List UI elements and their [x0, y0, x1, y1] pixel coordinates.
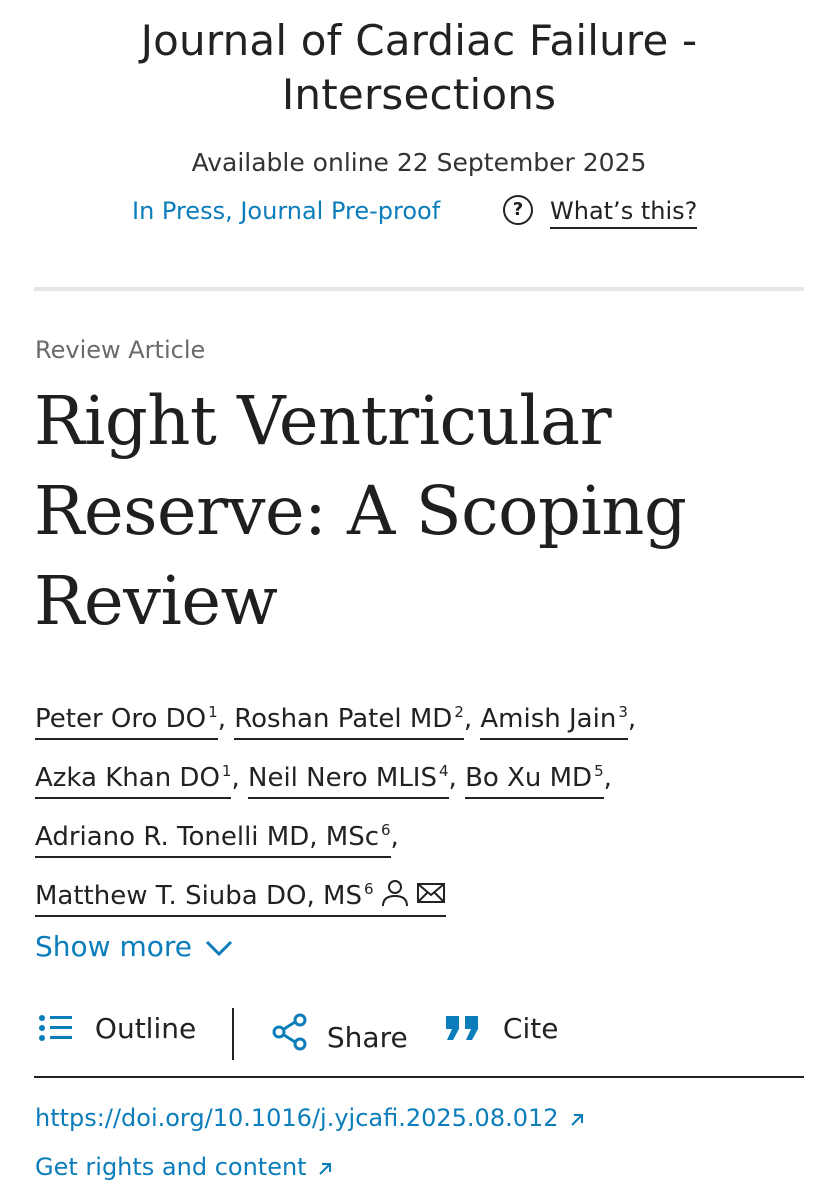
author-link[interactable]	[480, 704, 627, 740]
author-name: Matthew T. Siuba DO, MS	[35, 881, 362, 911]
quote-icon	[444, 1013, 482, 1043]
author-separator: ,	[390, 822, 399, 852]
outline-button[interactable]	[38, 1012, 196, 1045]
author-name: Adriano R. Tonelli MD, MSc	[35, 822, 379, 852]
person-icon	[380, 878, 410, 908]
affiliation-ref[interactable]: 4	[438, 762, 449, 780]
divider	[34, 287, 804, 291]
affiliation-ref[interactable]: 1	[208, 703, 218, 721]
show-more-button[interactable]	[35, 930, 234, 963]
author-link-corresponding[interactable]	[35, 881, 446, 917]
share-label: Share	[326, 1021, 408, 1054]
share-icon	[270, 1012, 310, 1052]
article-toolbar	[34, 1008, 804, 1064]
author-separator: ,	[217, 704, 226, 734]
author-separator: ,	[463, 704, 473, 734]
affiliation-ref[interactable]: 6	[363, 880, 374, 898]
toolbar-bottom-border	[34, 1076, 804, 1078]
list-icon	[38, 1013, 74, 1043]
article-title: Right Ventricular Reserve: A Scoping Review	[34, 382, 687, 640]
question-circle-icon[interactable]: ?	[503, 195, 533, 225]
whats-this-link[interactable]: What’s this?	[550, 197, 697, 229]
doi-link[interactable]	[35, 1104, 585, 1132]
author-link[interactable]	[234, 704, 464, 740]
cite-label: Cite	[502, 1012, 559, 1045]
external-link-icon	[569, 1112, 585, 1128]
author-name: Azka Khan DO	[35, 763, 220, 793]
affiliation-ref[interactable]: 2	[454, 703, 464, 721]
toolbar-divider	[232, 1008, 234, 1060]
available-online-date: Available online 22 September 2025	[191, 148, 647, 177]
external-link-icon	[317, 1161, 333, 1177]
rights-link[interactable]	[35, 1153, 333, 1181]
author-name: Peter Oro DO	[35, 704, 207, 734]
chevron-down-icon	[204, 938, 234, 958]
author-name: Roshan Patel MD	[234, 704, 453, 734]
affiliation-ref[interactable]: 3	[618, 703, 628, 721]
author-link[interactable]	[35, 704, 218, 740]
author-name: Bo Xu MD	[465, 763, 593, 793]
author-list	[35, 686, 795, 922]
author-separator: ,	[627, 704, 637, 734]
author-name: Amish Jain	[480, 704, 617, 734]
envelope-icon[interactable]	[416, 878, 446, 908]
affiliation-ref[interactable]: 5	[594, 762, 604, 780]
article-type: Review Article	[35, 336, 206, 364]
affiliation-ref[interactable]: 1	[221, 762, 232, 780]
outline-label: Outline	[94, 1012, 197, 1045]
author-link[interactable]	[465, 763, 604, 799]
rights-text: Get rights and content	[35, 1153, 307, 1181]
share-button[interactable]	[270, 1012, 408, 1054]
cite-button[interactable]	[444, 1012, 558, 1045]
in-press-link[interactable]: In Press, Journal Pre-proof	[132, 197, 441, 225]
author-link[interactable]	[248, 763, 449, 799]
author-separator: ,	[603, 763, 612, 793]
status-row	[0, 195, 838, 235]
doi-text: https://doi.org/10.1016/j.yjcafi.2025.08.012	[35, 1104, 559, 1132]
show-more-label: Show more	[35, 930, 192, 963]
author-link[interactable]	[35, 763, 231, 799]
author-link[interactable]	[35, 822, 391, 858]
author-separator: ,	[448, 763, 457, 793]
author-name: Neil Nero MLIS	[248, 763, 437, 793]
affiliation-ref[interactable]: 6	[381, 821, 391, 839]
journal-title[interactable]: Journal of Cardiac Failure - Intersections	[140, 16, 698, 119]
author-separator: ,	[231, 763, 240, 793]
